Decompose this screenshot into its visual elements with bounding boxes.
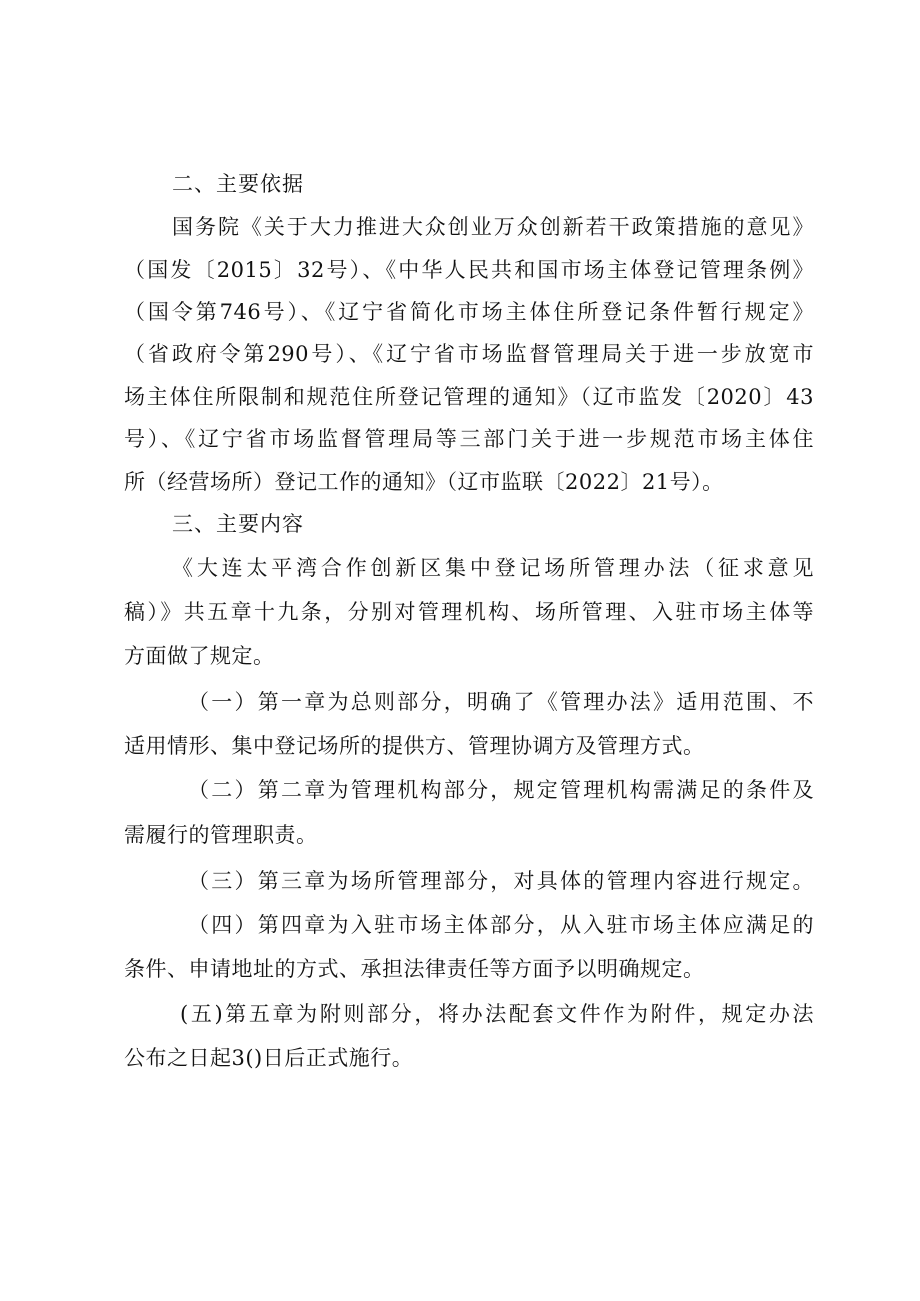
paragraph-line: （国发〔2015〕32号）、《中华人民共和国市场主体登记管理条例》 [124, 258, 814, 282]
paragraph-line: 需履行的管理职责。 [124, 823, 318, 847]
paragraph-line: 公布之日起3()日后正式施行。 [124, 1046, 414, 1070]
paragraph-line: （四）第四章为入驻市场主体部分，从入驻市场主体应满足的 [188, 913, 814, 937]
paragraph-line: 场主体住所限制和规范住所登记管理的通知》（辽市监发〔2020〕43 [124, 385, 814, 409]
paragraph-line: （一）第一章为总则部分，明确了《管理办法》适用范围、不 [188, 690, 814, 714]
paragraph-line: （省政府令第290号）、《辽宁省市场监督管理局关于进一步放宽市 [124, 342, 814, 366]
paragraph-line: 条件、申请地址的方式、承担法律责任等方面予以明确规定。 [124, 957, 705, 981]
paragraph-line: 号）、《辽宁省市场监督管理局等三部门关于进一步规范市场主体住 [124, 427, 814, 451]
section-heading-content: 三、主要内容 [172, 512, 304, 536]
paragraph-line: 所（经营场所）登记工作的通知》（辽市监联〔2022〕21号）。 [124, 470, 724, 494]
paragraph-line: （国令第746号）、《辽宁省简化市场主体住所登记条件暂行规定》 [124, 300, 814, 324]
paragraph-line: 适用情形、集中登记场所的提供方、管理协调方及管理方式。 [124, 734, 705, 758]
paragraph-line: 稿）》共五章十九条，分别对管理机构、场所管理、入驻市场主体等 [124, 600, 814, 624]
paragraph-line: （三）第三章为场所管理部分，对具体的管理内容进行规定。 [188, 869, 814, 893]
paragraph-line: (五)第五章为附则部分，将办法配套文件作为附件，规定办法 [180, 1002, 814, 1026]
section-heading-basis: 二、主要依据 [172, 172, 304, 196]
paragraph-line: （二）第二章为管理机构部分，规定管理机构需满足的条件及 [188, 778, 814, 802]
paragraph-line: 《大连太平湾合作创新区集中登记场所管理办法（征求意见 [172, 556, 814, 580]
paragraph-line: 国务院《关于大力推进大众创业万众创新若干政策措施的意见》 [172, 215, 814, 239]
paragraph-line: 方面做了规定。 [124, 644, 275, 668]
